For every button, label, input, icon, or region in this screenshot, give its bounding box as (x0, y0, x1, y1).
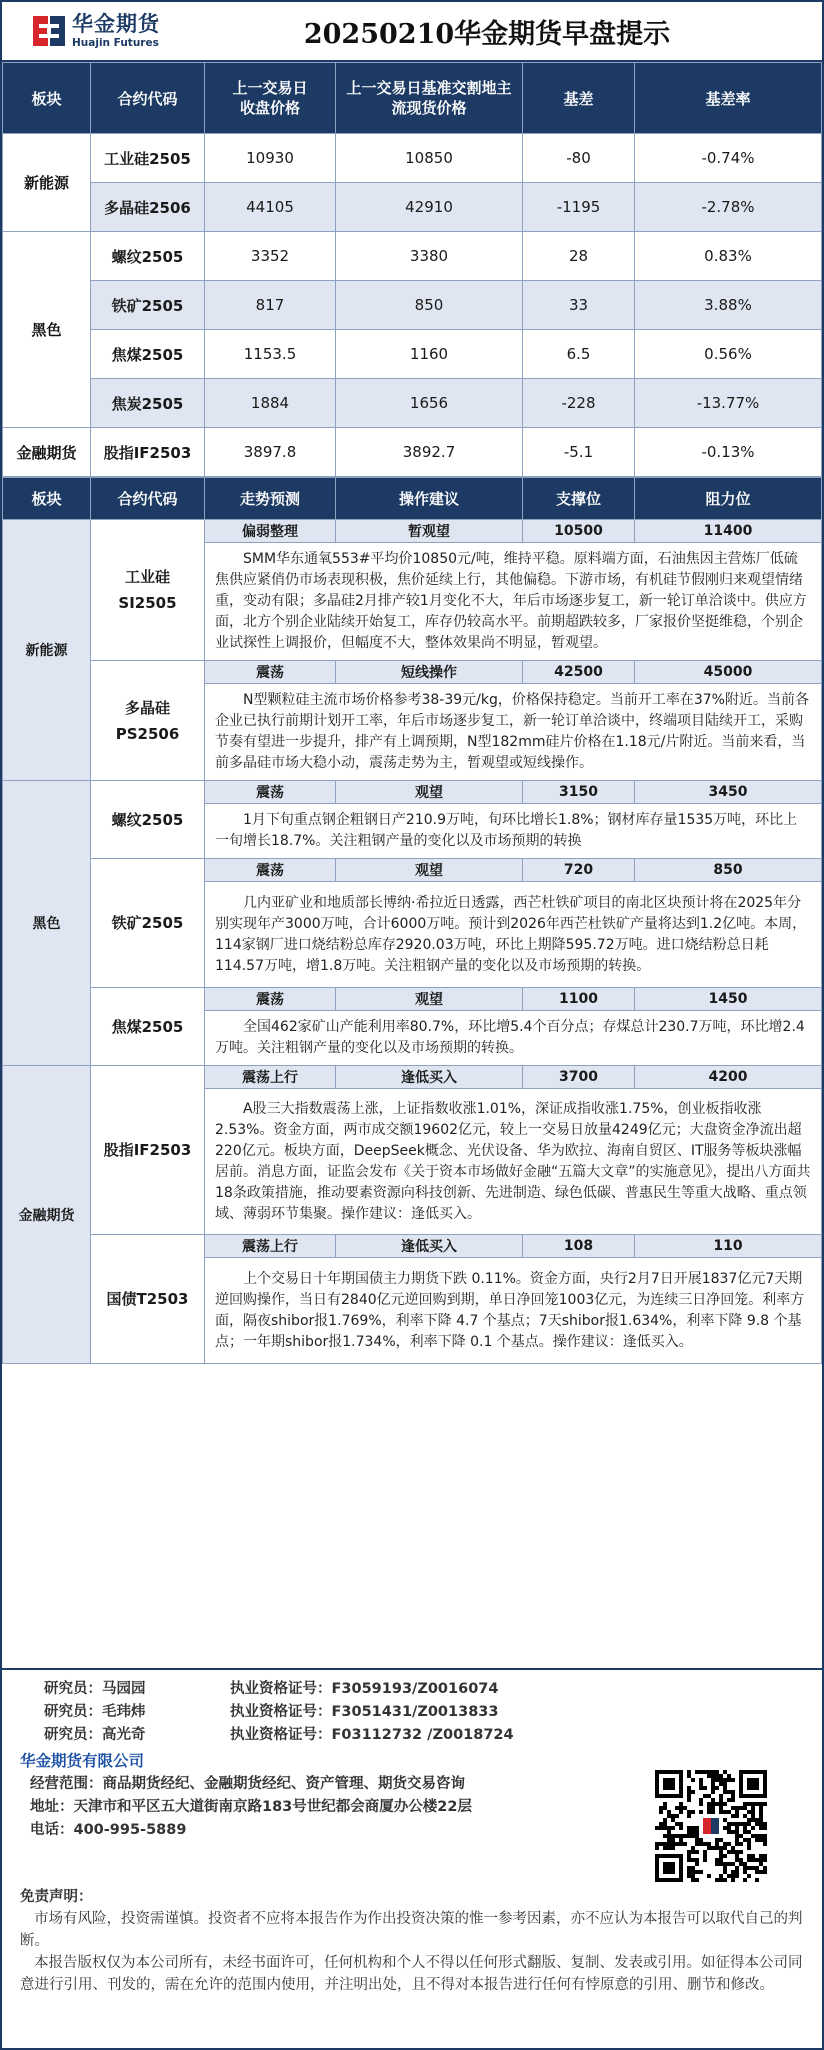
contract-code: 多晶硅2506 (91, 183, 205, 232)
advice-cell: 暂观望 (336, 520, 523, 543)
basis-table (2, 62, 822, 477)
header-cell: 合约代码 (91, 63, 205, 134)
value-cell: -2.78% (635, 183, 822, 232)
report-title: 20250210华金期货早盘提示 (303, 18, 671, 50)
basis-row (3, 281, 822, 330)
analyst-cert: 执业资格证号：F03112732 /Z0018724 (230, 1727, 514, 1743)
analyst-cert: 执业资格证号：F3051431/Z0013833 (230, 1704, 499, 1720)
header-cell: 支撑位 (523, 478, 635, 520)
basis-row (3, 232, 822, 281)
contract-code: SI2505 (118, 594, 177, 612)
advice-cell: 逢低买入 (336, 1235, 523, 1258)
value-cell: 28 (523, 232, 635, 281)
contract-name: 工业硅 (124, 568, 170, 586)
value-cell: 1884 (205, 379, 336, 428)
contract-name: 焦煤2505 (111, 1017, 184, 1036)
commentary-text: N型颗粒硅主流市场价格参考38-39元/kg，价格保持稳定。当前开工率在37%附近。当前各企业已执行前期计划开工率，年后市场逐步复工，新一轮订单洽谈中，终端项目陆续开工，采购节奏有望进一步提升，排产有上调预期，N型182mm硅片价格在1.18元/片附近。当前来看，当前多晶硅市场大稳小动，震荡走势为主，暂观望或短线操作。 (205, 684, 822, 781)
value-cell: 1656 (336, 379, 523, 428)
advice-cell: 观望 (336, 988, 523, 1011)
trend-cell: 偏弱整理 (205, 520, 336, 543)
sector-cell: 黑色 (3, 232, 91, 428)
resistance-cell: 1450 (635, 988, 822, 1011)
value-cell: 817 (205, 281, 336, 330)
strategy-row (3, 661, 822, 684)
contract-name: 多晶硅 (124, 698, 170, 717)
commentary-text: 上个交易日十年期国债主力期货下跌 0.11%。资金方面，央行2月7日开展1837亿元7天期逆回购操作，当日有2840亿元逆回购到期，单日净回笼1003亿元，为连续三日净回笼。利率方面，隔夜shibor报1.769%，利率下降 4.7 个基点；7天shibor报1.634%，利率下降 9.8 个基点；一年期shibor报1.734%，利率下降 0.1 个基点。操作建议：逢低买入。 (205, 1258, 822, 1364)
logo-chinese-name: 华金期货 (72, 11, 160, 36)
advice-cell: 逢低买入 (336, 1066, 523, 1089)
value-cell: 3.88% (635, 281, 822, 330)
value-cell: -80 (523, 134, 635, 183)
basis-row (3, 428, 822, 477)
basis-table-header (3, 63, 822, 134)
disclaimer-title: 免责声明： (20, 1889, 93, 1905)
sector-cell: 金融期货 (3, 1066, 91, 1364)
header-cell: 板块 (3, 63, 91, 134)
contract-name: 螺纹2505 (111, 810, 184, 829)
support-cell: 108 (523, 1235, 635, 1258)
company-phone: 电话：400-995-5889 (30, 1822, 187, 1838)
support-cell: 42500 (523, 661, 635, 684)
support-cell: 3150 (523, 781, 635, 804)
header-cell: 合约代码 (91, 478, 205, 520)
value-cell: 3380 (336, 232, 523, 281)
analyst-name: 研究员：马园园 (44, 1681, 146, 1697)
analyst-name: 研究员：高光奇 (44, 1727, 146, 1743)
trend-cell: 震荡 (205, 859, 336, 882)
sector-cell: 黑色 (3, 781, 91, 1066)
resistance-cell: 45000 (635, 661, 822, 684)
advice-cell: 观望 (336, 781, 523, 804)
commentary-text: 几内亚矿业和地质部长博纳·希拉近日透露，西芒杜铁矿项目的南北区块预计将在2025年分别实现年产3000万吨，合计6000万吨。预计到2026年西芒杜铁矿产量将达到1.2亿吨。本周，114家钢厂进口烧结粉总库存2920.03万吨，环比上期降595.72万吨。进口烧结粉总日耗114.57万吨，增1.8万吨。关注粗钢产量的变化以及市场预期的转换。 (205, 882, 822, 988)
value-cell: 3892.7 (336, 428, 523, 477)
value-cell: 33 (523, 281, 635, 330)
disclaimer (20, 1886, 804, 1996)
resistance-cell: 3450 (635, 781, 822, 804)
strategy-row (3, 520, 822, 543)
contract-cell (91, 1235, 205, 1364)
value-cell: 10930 (205, 134, 336, 183)
advice-cell: 短线操作 (336, 661, 523, 684)
value-cell: 42910 (336, 183, 523, 232)
value-cell: 3352 (205, 232, 336, 281)
trend-cell: 震荡上行 (205, 1066, 336, 1089)
contract-cell (91, 520, 205, 661)
analyst-row (20, 1678, 804, 1701)
commentary-text: 全国462家矿山产能利用率80.7%，环比增5.4个百分点；存煤总计230.7万吨，环比增2.4万吨。关注粗钢产量的变化以及市场预期的转换。 (205, 1011, 822, 1066)
resistance-cell: 4200 (635, 1066, 822, 1089)
report-footer (2, 1668, 822, 2050)
header-cell: 板块 (3, 478, 91, 520)
value-cell: 3897.8 (205, 428, 336, 477)
contract-code: 螺纹2505 (91, 232, 205, 281)
contract-code: PS2506 (115, 724, 180, 743)
header-cell: 阻力位 (635, 478, 822, 520)
strategy-table (2, 477, 822, 1364)
header-cell: 上一交易日 收盘价格 (205, 63, 336, 134)
analyst-cert: 执业资格证号：F3059193/Z0016074 (230, 1681, 499, 1697)
analyst-row (20, 1701, 804, 1724)
resistance-cell: 850 (635, 859, 822, 882)
disclaimer-paragraph: 本报告版权仅为本公司所有，未经书面许可，任何机构和个人不得以任何形式翻版、复制、发表或引用。如征得本公司同意进行引用、刊发的，需在允许的范围内使用，并注明出处，且不得对本报告进行任何有悖原意的引用、删节和修改。 (20, 1955, 803, 1993)
basis-row (3, 134, 822, 183)
strategy-table-header (3, 478, 822, 520)
support-cell: 720 (523, 859, 635, 882)
commentary-text: SMM华东通氧553#平均价10850元/吨，维持平稳。原料端方面，石油焦因主营炼厂低硫焦供应紧俏仍市场表现积极，焦价延续上行，其他偏稳。下游市场，有机硅节假刚归来观望情绪重，变动有限；多晶硅2月排产较1月变化不大，年后市场逐步复工，新一轮订单洽谈中。供应方面，北方个别企业陆续开始复工，库存仍较高水平。前期超跌较多，厂家报价坚挺维稳，个别企业试探性上调报价，但幅度不大，整体效果尚不明显，暂观望。 (205, 543, 822, 661)
company-logo (2, 1, 192, 61)
basis-row (3, 379, 822, 428)
commentary-text: 1月下旬重点钢企粗钢日产210.9万吨，旬环比增长1.8%；钢材库存量1535万吨，环比上一旬增长18.7%。关注粗钢产量的变化以及市场预期的转换 (205, 804, 822, 859)
strategy-row (3, 859, 822, 882)
commentary-text: A股三大指数震荡上涨，上证指数收涨1.01%，深证成指收涨1.75%，创业板指收涨2.53%。资金方面，两市成交额19602亿元，较上一交易日放量4249亿元；大盘资金净流出超220亿元。板块方面，DeepSeek概念、光伏设备、华为欧拉、海南自贸区、IT服务等板块涨幅居前。消息方面，证监会发布《关于资本市场做好金融“五篇大文章”的实施意见》，提出八方面共18条政策措施，推动要素资源向科技创新、先进制造、绿色低碳、普惠民生等重大战略、重点领域、薄弱环节集聚。操作建议：逢低买入。 (205, 1089, 822, 1235)
company-name: 华金期货有限公司 (20, 1752, 145, 1770)
company-address: 地址：天津市和平区五大道街南京路183号世纪都会商厦办公楼22层 (30, 1799, 472, 1815)
trend-cell: 震荡 (205, 988, 336, 1011)
resistance-cell: 110 (635, 1235, 822, 1258)
strategy-row (3, 1235, 822, 1258)
trend-cell: 震荡 (205, 781, 336, 804)
contract-code: 铁矿2505 (91, 281, 205, 330)
sector-cell: 新能源 (3, 134, 91, 232)
qr-code-icon (655, 1770, 767, 1882)
contract-cell (91, 661, 205, 781)
support-cell: 3700 (523, 1066, 635, 1089)
header-cell: 走势预测 (205, 478, 336, 520)
contract-cell (91, 988, 205, 1066)
contract-cell (91, 859, 205, 988)
header-cell: 基差 (523, 63, 635, 134)
analyst-row (20, 1724, 804, 1747)
report-header (2, 2, 822, 62)
value-cell: 10850 (336, 134, 523, 183)
strategy-row (3, 1066, 822, 1089)
contract-name: 国债T2503 (106, 1290, 189, 1308)
contract-code: 焦炭2505 (91, 379, 205, 428)
value-cell: 0.83% (635, 232, 822, 281)
value-cell: 0.56% (635, 330, 822, 379)
contract-code: 焦煤2505 (91, 330, 205, 379)
value-cell: 850 (336, 281, 523, 330)
value-cell: -0.74% (635, 134, 822, 183)
value-cell: -1195 (523, 183, 635, 232)
logo-mark-icon (32, 14, 66, 48)
analyst-name: 研究员：毛玮炜 (44, 1704, 146, 1720)
contract-name: 股指IF2503 (103, 1141, 192, 1159)
value-cell: -5.1 (523, 428, 635, 477)
contract-cell (91, 1066, 205, 1235)
resistance-cell: 11400 (635, 520, 822, 543)
disclaimer-paragraph: 市场有风险，投资需谨慎。投资者不应将本报告作为作出投资决策的惟一参考因素，亦不应认为本报告可以取代自己的判断。 (20, 1911, 803, 1949)
logo-english-name: Huajin Futures (72, 36, 159, 49)
value-cell: 1153.5 (205, 330, 336, 379)
contract-name: 铁矿2505 (111, 914, 184, 932)
sector-cell: 新能源 (3, 520, 91, 781)
business-scope: 经营范围：商品期货经纪、金融期货经纪、资产管理、期货交易咨询 (30, 1776, 465, 1792)
value-cell: -0.13% (635, 428, 822, 477)
support-cell: 10500 (523, 520, 635, 543)
trend-cell: 震荡上行 (205, 1235, 336, 1258)
contract-code: 工业硅2505 (91, 134, 205, 183)
strategy-row (3, 781, 822, 804)
header-cell: 基差率 (635, 63, 822, 134)
value-cell: 6.5 (523, 330, 635, 379)
strategy-row (3, 988, 822, 1011)
sector-cell: 金融期货 (3, 428, 91, 477)
header-cell: 上一交易日基准交割地主 流现货价格 (336, 63, 523, 134)
value-cell: 44105 (205, 183, 336, 232)
basis-row (3, 183, 822, 232)
advice-cell: 观望 (336, 859, 523, 882)
value-cell: -228 (523, 379, 635, 428)
value-cell: -13.77% (635, 379, 822, 428)
support-cell: 1100 (523, 988, 635, 1011)
contract-cell (91, 781, 205, 859)
contract-code: 股指IF2503 (91, 428, 205, 477)
basis-row (3, 330, 822, 379)
header-cell: 操作建议 (336, 478, 523, 520)
value-cell: 1160 (336, 330, 523, 379)
trend-cell: 震荡 (205, 661, 336, 684)
